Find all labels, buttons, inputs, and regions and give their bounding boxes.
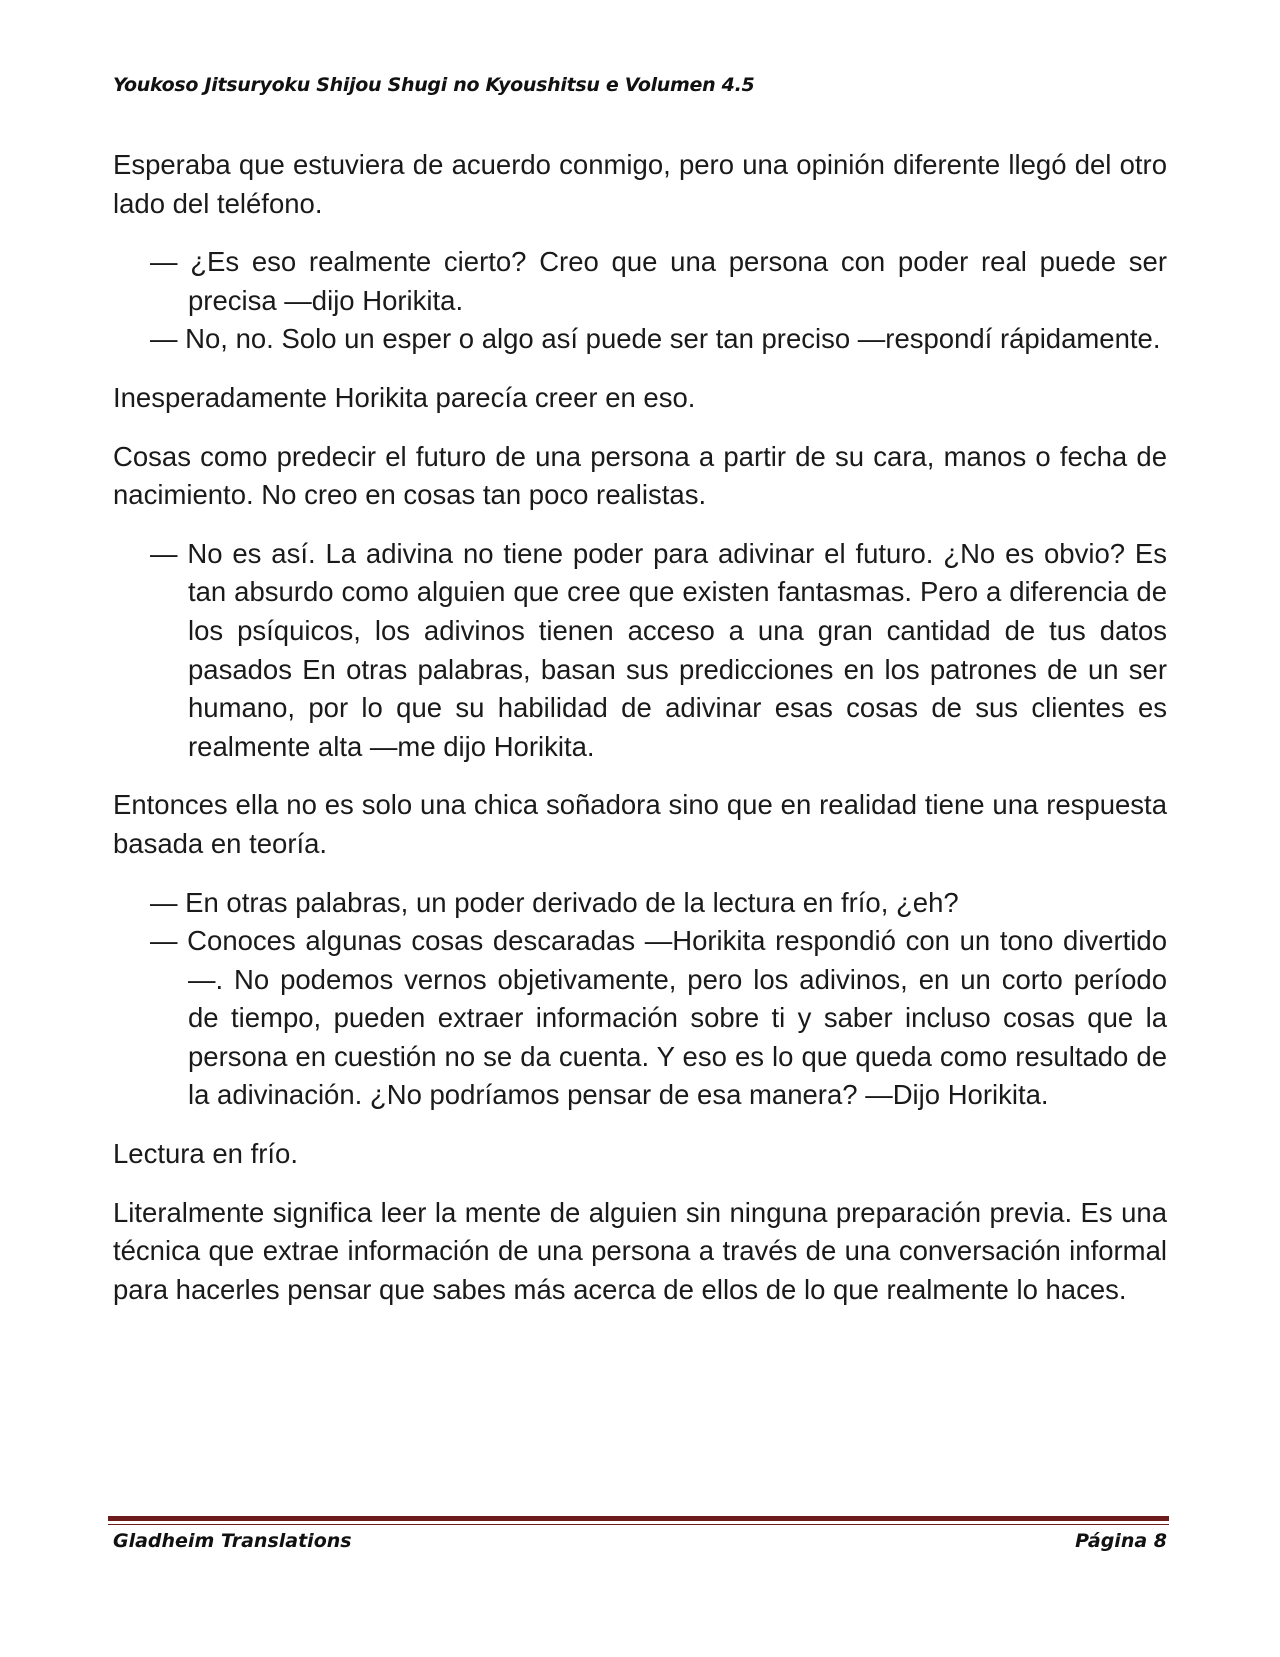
page-body [113,146,1167,1329]
paragraph: Literalmente significa leer la mente de alguien sin ninguna preparación previa. Es una técnica que extrae información de una persona a través de una conversación informal para hacerles pensar que sabes más acerca de ellos de lo que realmente lo haces. [113,1196,1167,1305]
paragraph: Lectura en frío. [113,1138,298,1170]
dialogue-line: — No es así. La adivina no tiene poder para adivinar el futuro. ¿No es obvio? Es tan absurdo como alguien que cree que existen fantasmas. Pero a diferencia de los psíquicos, los adivinos tienen acceso a una gran cantidad de tus datos pasados En otras palabras, basan sus predicciones en los patrones de un ser humano, por lo que su habilidad de adivinar esas cosas de sus clientes es realmente alta —me dijo Horikita. [150,537,1167,762]
paragraph: Entonces ella no es solo una chica soñadora sino que en realidad tiene una respuesta basada en teoría. [113,789,1167,859]
paragraph: Inesperadamente Horikita parecía creer en eso. [113,381,696,413]
running-header-title: Youkoso Jitsuryoku Shijou Shugi no Kyoushitsu e Volumen 4.5 [113,74,755,96]
dialogue-line: — ¿Es eso realmente cierto? Creo que una persona con poder real puede ser precisa —dijo Horikita. [150,246,1167,316]
paragraph: Esperaba que estuviera de acuerdo conmigo, pero una opinión diferente llegó del otro lado del teléfono. [113,149,1167,219]
dialogue-line: — No, no. Solo un esper o algo así puede ser tan preciso —respondí rápidamente. [150,323,1161,355]
footer-publisher: Gladheim Translations [113,1530,352,1552]
dialogue-line: — En otras palabras, un poder derivado de la lectura en frío, ¿eh? [150,886,959,918]
footer-page-number: Página 8 [1075,1530,1167,1552]
dialogue-line: — Conoces algunas cosas descaradas —Horikita respondió con un tono divertido—. No podemos vernos objetivamente, pero los adivinos, en un corto período de tiempo, pueden extraer información sobre ti y saber incluso cosas que la persona en cuestión no se da cuenta. Y eso es lo que queda como resultado de la adivinación. ¿No podríamos pensar de esa manera? —Dijo Horikita. [150,925,1167,1111]
footer-divider [108,1516,1169,1521]
footer-divider-thin [108,1524,1169,1525]
paragraph: Cosas como predecir el futuro de una persona a partir de su cara, manos o fecha de nacimiento. No creo en cosas tan poco realistas. [113,440,1167,511]
